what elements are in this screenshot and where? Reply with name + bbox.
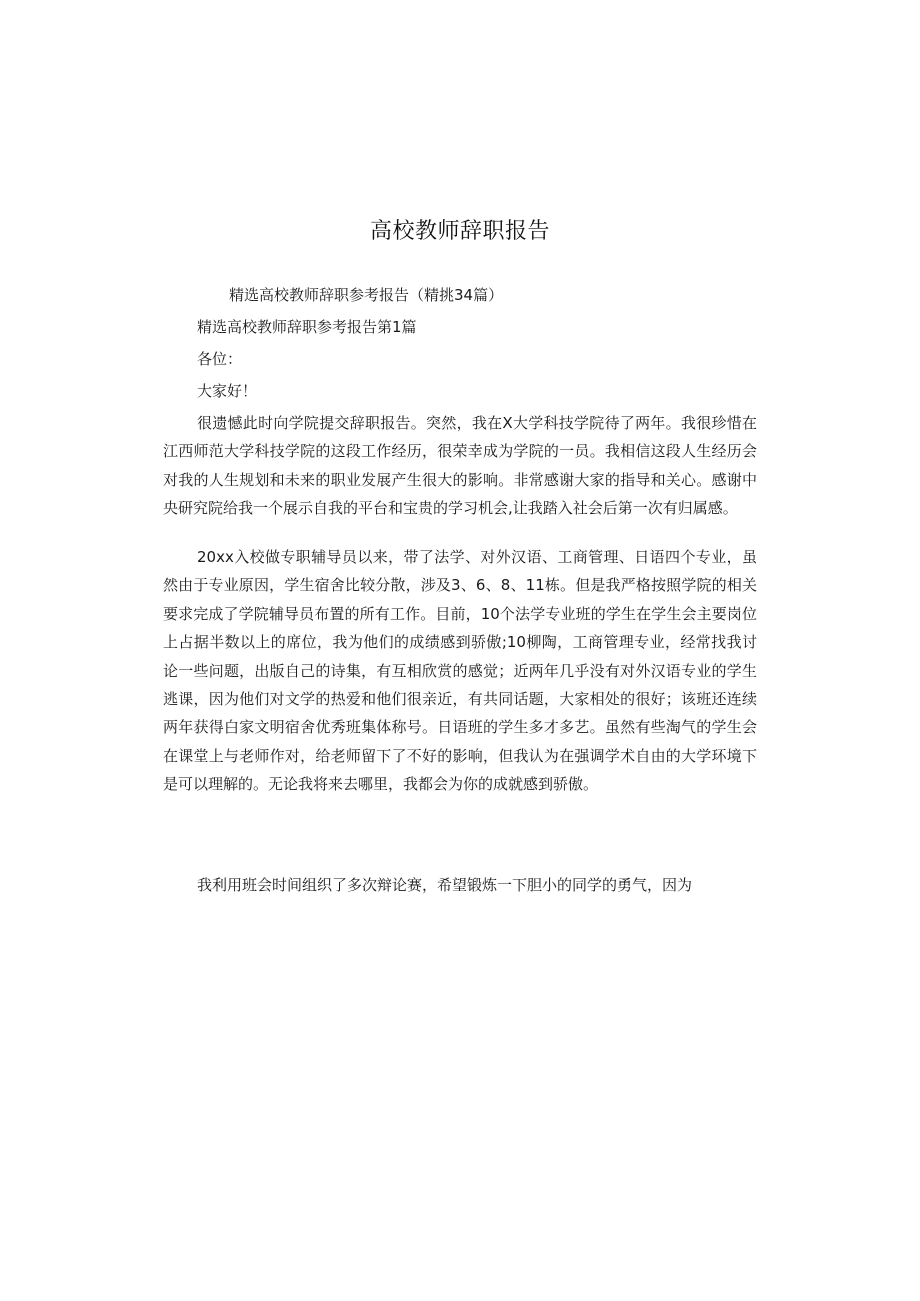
body-paragraph-3: 我利用班会时间组织了多次辩论赛，希望锻炼一下胆小的同学的勇气，因为 <box>197 876 693 894</box>
salutation: 各位： <box>197 350 243 368</box>
body-paragraph-1: 很遗憾此时向学院提交辞职报告。突然，我在X大学科技学院待了两年。我很珍惜在江西师范大学科技学院的这段工作经历，很荣幸成为学院的一员。我相信这段人生经历会对我的人生规划和未来的职业发展产生很大的影响。非常感谢大家的指导和关心。感谢中央研究院给我一个展示自我的平台和宝贵的学习机会,让我踏入社会后第一次有归属感。 <box>163 414 757 518</box>
document-subtitle: 精选高校教师辞职参考报告（精挑34篇） <box>229 286 504 304</box>
section-heading: 精选高校教师辞职参考报告第1篇 <box>197 318 417 336</box>
body-paragraph-2: 20xx入校做专职辅导员以来，带了法学、对外汉语、工商管理、日语四个专业，虽然由于专业原因，学生宿舍比较分散，涉及3、6、8、11栋。但是我严格按照学院的相关要求完成了学院辅导员布置的所有工作。目前，10个法学专业班的学生在学生会主要岗位上占据半数以上的席位，我为他们的成绩感到骄傲;10柳陶，工商管理专业，经常找我讨论一些问题，出版自己的诗集，有互相欣赏的感觉；近两年几乎没有对外汉语专业的学生逃课，因为他们对文学的热爱和他们很亲近，有共同话题，大家相处的很好；该班还连续两年获得白家文明宿舍优秀班集体称号。日语班的学生多才多艺。虽然有些淘气的学生会在课堂上与老师作对，给老师留下了不好的影响，但我认为在强调学术自由的大学环境下是可以理解的。无论我将来去哪里，我都会为你的成就感到骄傲。 <box>163 548 757 794</box>
greeting: 大家好！ <box>197 382 258 400</box>
document-title: 高校教师辞职报告 <box>369 219 550 244</box>
